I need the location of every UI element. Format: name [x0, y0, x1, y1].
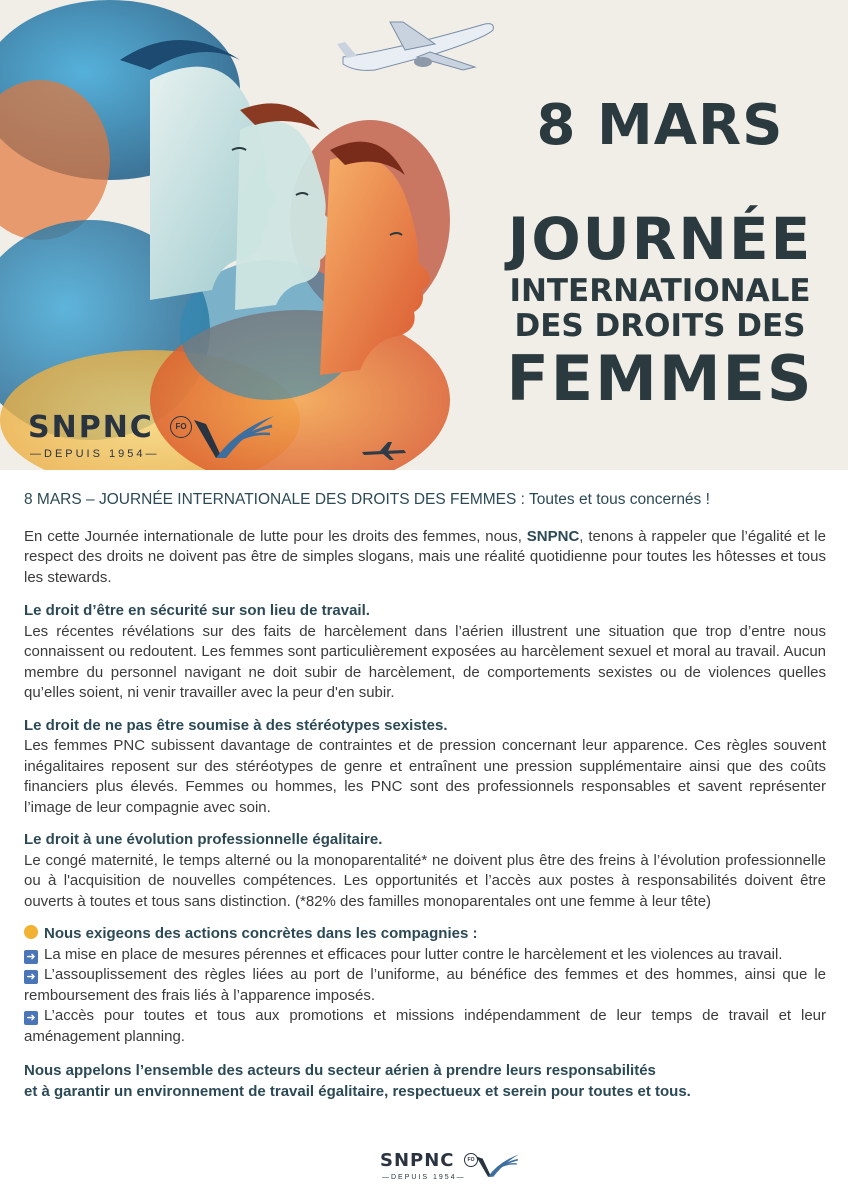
event-heading-line: INTERNATIONALE	[509, 273, 811, 309]
logo-since: —DEPUIS 1954—	[382, 1174, 466, 1181]
article-headline: 8 MARS – JOURNÉE INTERNATIONALE DES DROITS DES FEMMES : Toutes et tous concernés !	[24, 491, 710, 508]
intro-text: En cette Journée internationale de lutte pour les droits des femmes, nous,	[24, 527, 527, 545]
date-heading: 8 MARS	[536, 93, 784, 158]
airplane-icon	[335, 12, 500, 82]
logo-badge: FO	[464, 1153, 478, 1167]
section-body: Les récentes révélations sur des faits de harcèlement dans l’aérien illustrent une situation que trop d’entre nous connaissent ou redoutent. Les femmes sont particulièrement exposées au harcèlement sexuel et moral au travail. Aucun membre du personnel navigant ne doit subir de harcèlement, de comportements sexistes ou de violences quelles qu’elles soient, ni venir travailler avec la peur d'en subir.	[24, 622, 826, 701]
demand-item	[24, 965, 826, 1006]
section-title: Le droit à une évolution professionnelle égalitaire.	[24, 831, 383, 848]
event-heading-line: DES DROITS DES	[514, 308, 806, 344]
demand-text: La mise en place de mesures pérennes et efficaces pour lutter contre le harcèlement et les violences au travail.	[44, 945, 783, 963]
closing-line: Nous appelons l’ensemble des acteurs du secteur aérien à prendre leurs responsabilités	[24, 1062, 656, 1079]
demands-title	[24, 924, 826, 945]
intro-union-name: SNPNC	[526, 527, 580, 545]
logo-name: SNPNC	[380, 1150, 455, 1171]
section-title: Le droit de ne pas être soumise à des stéréotypes sexistes.	[24, 716, 448, 734]
section-body: Le congé maternité, le temps alterné ou la monoparentalité* ne doivent plus être des freins à l’évolution professionnelle ou à l'acquisition de nouvelles compétences. Les opportunités et l’accès aux postes à responsabilités doivent être ouverts à toutes et tous sans distinction. (*82% des familles monoparentales ont une femme à leur tête)	[24, 851, 826, 910]
closing-statement	[24, 1061, 826, 1102]
arrow-right-icon: ➜	[24, 970, 38, 984]
section-body: Les femmes PNC subissent davantage de contraintes et de pression concernant leur apparence. Ces règles souvent inégalitaires reposent sur des stéréotypes de genre et entraînent une pression supplémentaire ainsi que des coûts financiers plus élevés. Femmes ou hommes, les PNC sont des professionnels responsables et savent représenter l’image de leur compagnie avec soin.	[24, 737, 826, 816]
wing-logo-icon	[472, 1150, 520, 1180]
demands-section	[24, 924, 826, 1047]
demand-text: L’accès pour toutes et tous aux promotions et missions indépendamment de leur temps de travail et leur aménagement planning.	[24, 1007, 826, 1045]
article-content	[24, 490, 826, 1102]
demand-text: L’assouplissement des règles liées au port de l’uniforme, au bénéfice des femmes et des hommes, ainsi que le remboursement des frais liés à l’apparence imposés.	[24, 966, 826, 1004]
footer-logo	[380, 1150, 520, 1190]
hero-banner	[0, 0, 848, 470]
airplane-icon	[360, 440, 408, 462]
event-heading	[500, 205, 820, 415]
arrow-right-icon: ➜	[24, 950, 38, 964]
snpnc-logo	[28, 410, 268, 470]
demands-title-text: Nous exigeons des actions concrètes dans les compagnies :	[44, 925, 478, 942]
rights-section	[24, 716, 826, 819]
event-heading-line: FEMMES	[506, 342, 814, 415]
logo-name: SNPNC	[28, 410, 154, 445]
closing-line: et à garantir un environnement de travail égalitaire, respectueux et serein pour toutes et tous.	[24, 1082, 691, 1100]
demand-item	[24, 945, 826, 966]
raised-fist-icon	[24, 925, 38, 939]
section-title: Le droit d’être en sécurité sur son lieu de travail.	[24, 602, 370, 619]
intro-text: , tenons à rappeler que l’égalité et le respect des droits ne doivent pas être de simples slogans, mais une réalité quotidienne pour toutes les hôtesses et tous les stewards.	[24, 527, 826, 586]
logo-badge: FO	[170, 416, 192, 438]
article-intro	[24, 527, 826, 589]
arrow-right-icon: ➜	[24, 1011, 38, 1025]
rights-section	[24, 601, 826, 704]
wing-logo-icon	[186, 410, 276, 462]
logo-since: —DEPUIS 1954—	[30, 448, 160, 460]
event-heading-line: JOURNÉE	[507, 205, 813, 273]
demand-item	[24, 1006, 826, 1047]
rights-section	[24, 830, 826, 912]
